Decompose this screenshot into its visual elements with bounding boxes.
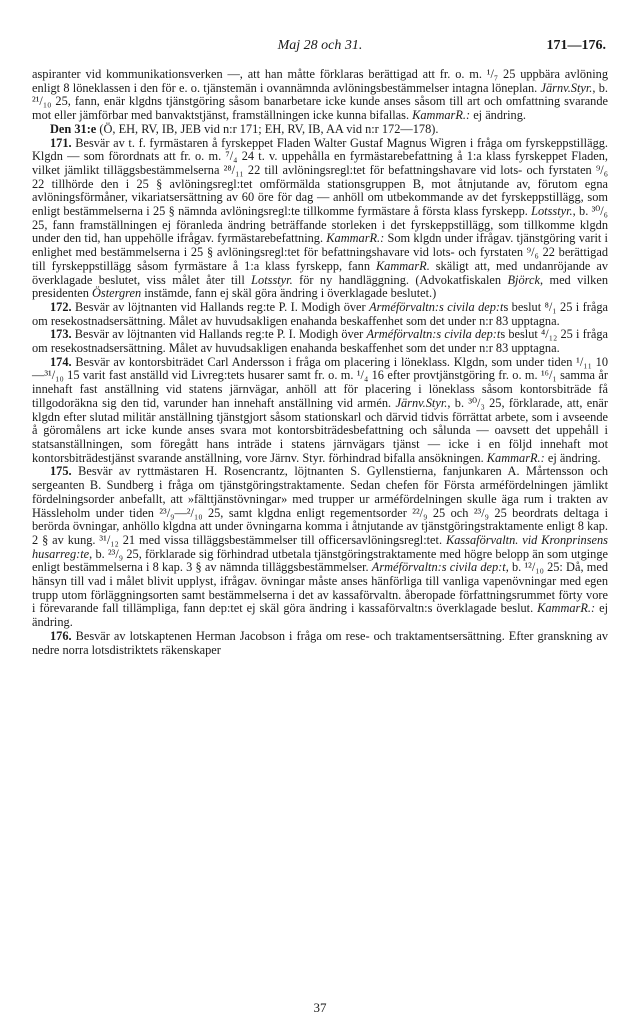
running-header [32,38,608,62]
paragraph-p171: 171. Besvär av t. f. fyrmästaren å fyrskeppet Fladen Walter Gustaf Magnus Wigren i fråga om fyrskeppstillägg. Klgdn — som förordnats att fr. o. m. ⁷/₄ 24 t. v. uppehålla en fyrmästarebefattning å 1:a klass fyrskeppet Fladen, vilket jämlikt tilläggsbestämmelserna ²⁸/₁₁ 22 till avlöningsregl:tet för befattningshavare vid lots- och fyrstaten ⁹/₆ 22 tillhörde den i 25 § avlöningsregl:tet omförmälda stationsgruppen B, mot åtnjutande av, förutom egna avlöningsförmåner, vikariatsersättning av 60 öre för dag — anhöll om utbekommande av det fyrskeppstillägg, som enligt bestämmelserna i 25 § nämnda avlöningsregl:te tillkomme fyrmästare å första klass fyrskepp. Lotsstyr., b. ³⁰/₆ 25, fann framställningen ej föranleda ändring beträffande storleken i det fyrskeppstillägg, som tillkomme klgdn under den tid, han uppehölle ifrågav. fyrmästarebefattning. KammarR.: Som klgdn under ifrågav. tjänstgöring varit i enlighet med bestämmelserna i 25 § avlöningsregl:tet för befattningshavare vid lots- och fyrstaten ⁹/₆ 22 berättigad till fyrskeppstillägg såsom fyrmästare å 1:a klass fyrskepp, fann KammarR. skäligt att, med undanröjande av överklagade beslutet, viss målet åter till Lotsstyr. för ny handläggning. (Advokatfiskalen Björck, med vilken presidenten Östergren instämde, fann ej skäl göra ändring i överklagade beslutet.) [32,135,609,301]
paragraph-den31: Den 31:e (Ö, EH, RV, IB, JEB vid n:r 171; EH, RV, IB, AA vid n:r 172—178). [50,121,439,136]
header-case-range: 171—176. [546,38,606,53]
header-date-title: Maj 28 och 31. [277,38,363,53]
paragraph-p174: 174. Besvär av kontorsbiträdet Carl Andersson i fråga om placering i löneklass. Klgdn, som under tiden ¹/₁₁ 10—³¹/₁₀ 15 varit fast anställd vid Livreg:tets husarer samt fr. o. m. ¹/₄ 16 efter provtjänstgöring fr. o. m. ¹⁶/₁ samma år innehaft fast anställning vid statens järnvägar, anhöll att för placering i löneklass såsom kontorsbiträde få tillgodoräkna sig den tid, varunder han innehaft anställning vid armén. Järnv.Styr., b. ³⁰/₃ 25, förklarade, att, enär klgdn efter slutad militär anställning tjänstgjort såsom stationskarl och därvid tidvis förrättat arbete, som i avseende å göromålens art icke kunde anses svara mot kontorsbiträdesbefattning och sålunda — oavsett det uppehåll i statsanställningen, som föregått hans inträde i statens järnvägars tjänst — icke i en följd innehaft mot kontorsbiträdestjänst svarande anställning, vore Järnv. Styr. förhindrad bifalla ansökningen. KammarR.: ej ändring. [32,354,608,465]
paragraph-cont: aspiranter vid kommunikationsverken —, att han måtte förklaras berättigad att fr. o. m. ¹/₇ 25 uppbära avlöning enligt 8 löneklassen i den för e. o. tjänstemän i ovannämnda avlöningsbestämmelser intagna löneplan. Järnv.Styr., b. ²¹/₁₀ 25, fann, enär klgdns tjänstgöring såsom banarbetare icke kunde anses såsom till art och omfattning svarande mot eller jämförbar med banvaktstjänst, framställningen icke kunna bifallas. KammarR.: ej ändring. [32,67,608,123]
paragraph-p176: 176. Besvär av lotskaptenen Herman Jacobson i fråga om rese- och traktamentsersättning. Efter granskning av nedre norra lotsdistriktets räkenskaper [32,628,608,657]
page-number: 37 [313,1000,327,1015]
paragraph-p175: 175. Besvär av ryttmästaren H. Rosencrantz, löjtnanten S. Gyllenstierna, fanjunkaren A. Mårtensson och sergeanten B. Sundberg i fråga om tjänstgöringstraktamente. Sedan chefen för Första arméfördelningen jämlikt fördelningsorder anbefallt, att »fälttjänstövningar» med trupper ur arméfördelningen skulle äga rum i trakten av Hässleholm under tiden ²³/₉—²/₁₀ 25, samt klgdna enligt regementsorder ²²/₉ 25 och ²³/₉ 25 beordrats deltaga i berörda övningar, anhöllo klgdna att under övningarna komma i åtnjutande av tjänstgöringstraktamente enligt 8 kap. 2 § av kung. ³¹/₁₂ 21 med vissa tilläggsbestämmelser till officersavlöningsregl:tet. Kassaförvaltn. vid Kronprinsens husarreg:te, b. ²³/₉ 25, förklarade sig förhindrad utbetala tjänstgöringstraktamente med högre belopp än som utginge enligt bestämmelserna i 8 kap. 3 § av nämnda tilläggsbestämmelser. Arméförvaltn:s civila dep:t, b. ¹²/₁₀ 25: Då, med hänsyn till vad i målet blivit upplyst, ifrågav. övningar måste anses hänförliga till vanliga vapenövningar med egen trupp utom förläggningsorten samt bestämmelserna i det av kassaförvaltn. åberopade författningsrummet förty vore i förevarande fall tillämpliga, fann dep:tet ej skäl göra ändring i kassaförvaltn:s överklagade beslut. KammarR.: ej ändring. [32,464,608,630]
document-page [32,38,608,657]
paragraph-p173: 173. Besvär av löjtnanten vid Hallands reg:te P. I. Modigh över Arméförvaltn:s civila dep:ts beslut ⁴/₁₂ 25 i fråga om resekostnadsersättning. Målet av huvudsakligen enahanda beskaffenhet som det under n:r 83 upptagna. [32,327,608,356]
paragraph-p172: 172. Besvär av löjtnanten vid Hallands reg:te P. I. Modigh över Arméförvaltn:s civila dep:ts beslut ⁸/₁ 25 i fråga om resekostnadsersättning. Målet av huvudsakligen enahanda beskaffenhet som det under n:r 83 upptagna. [32,299,608,328]
document-body [32,68,608,657]
